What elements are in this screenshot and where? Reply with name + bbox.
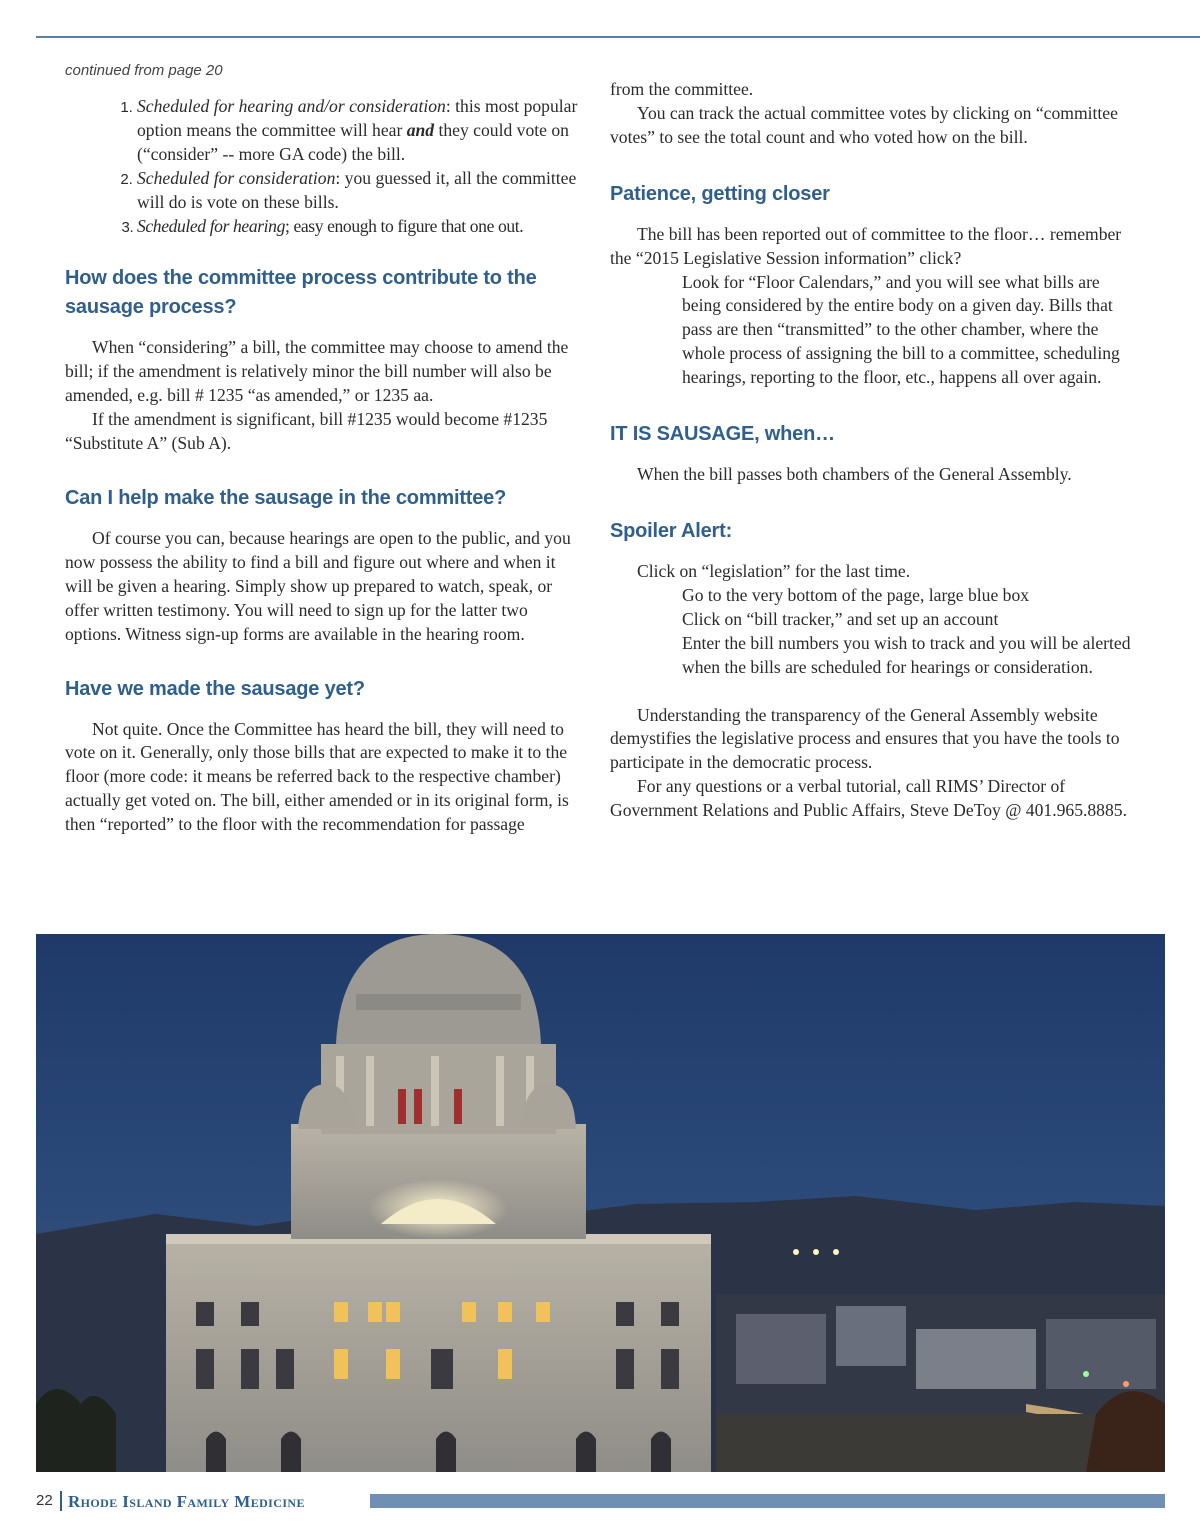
spacer bbox=[610, 680, 1135, 704]
publication-title: Rhode Island Family Medicine bbox=[68, 1492, 305, 1511]
heading-spoiler: Spoiler Alert: bbox=[610, 519, 733, 542]
heading-made-yet: Have we made the sausage yet? bbox=[65, 677, 365, 700]
heading-patience: Patience, getting closer bbox=[610, 182, 830, 205]
continued-note: continued from page 20 bbox=[65, 62, 223, 79]
footer-bar bbox=[370, 1494, 1165, 1508]
list-item: 2. Scheduled for consideration: you guessed it, all the committee will do is vote on these bills. bbox=[137, 167, 585, 215]
paragraph: Not quite. Once the Committee has heard the bill, they will need to vote on it. Generally, only those bills that are expected to make it to the floor (more code: it means be referred back to the respective chamber) actually get voted on. The bill, either amended or in its original form, is then “reported” to the floor with the recommendation for passage bbox=[65, 718, 569, 835]
paragraph: When the bill passes both chambers of the General Assembly. bbox=[637, 464, 1072, 485]
paragraph: from the committee. bbox=[610, 79, 754, 99]
footer-divider bbox=[60, 1491, 62, 1511]
page-number: 22 bbox=[36, 1492, 53, 1509]
list-item: 1. Scheduled for hearing and/or consideration: this most popular option means the committee will hear and they could vote on (“consider” -- more GA code) the bill. bbox=[137, 95, 585, 167]
state-house-illustration bbox=[36, 934, 1165, 1472]
heading-committee-process: How does the committee process contribute to the sausage process? bbox=[65, 267, 537, 319]
list-item: Click on “bill tracker,” and set up an account bbox=[682, 608, 999, 629]
paragraph: When “considering” a bill, the committee may choose to amend the bill; if the amendment is relatively minor the bill number will also be amended, e.g. bill # 1235 “as amended,” or 1235 aa. bbox=[65, 337, 569, 406]
hearing-options-list bbox=[65, 95, 585, 238]
paragraph: You can track the actual committee votes by clicking on “committee votes” to see the total count and who voted how on the bill. bbox=[610, 102, 1118, 147]
list-item: Go to the very bottom of the page, large blue box bbox=[682, 584, 1030, 605]
spoiler-steps bbox=[610, 584, 1135, 680]
list-item: Enter the bill numbers you wish to track and you will be alerted when the bills are scheduled for hearings or consideration. bbox=[682, 632, 1131, 677]
paragraph: For any questions or a verbal tutorial, call RIMS’ Director of Government Relations and Public Affairs, Steve DeToy @ 401.965.8885. bbox=[610, 776, 1127, 821]
page-footer bbox=[36, 1490, 1165, 1514]
paragraph: Click on “legislation” for the last time. bbox=[637, 560, 911, 581]
right-column bbox=[610, 78, 1135, 823]
paragraph: If the amendment is significant, bill #1235 would become #1235 “Substitute A” (Sub A). bbox=[65, 409, 548, 454]
paragraph: The bill has been reported out of committee to the floor… remember the “2015 Legislative Session information” click? bbox=[610, 223, 1122, 268]
state-house-photo bbox=[36, 934, 1165, 1472]
top-rule bbox=[36, 36, 1200, 38]
paragraph: Understanding the transparency of the General Assembly website demystifies the legislative process and ensures that you have the tools to participate in the democratic process. bbox=[610, 704, 1120, 773]
paragraph: Look for “Floor Calendars,” and you will see what bills are being considered by the entire body on a given day. Bills that pass are then “transmitted” to the other chamber, where the whole process of assigning the bill to a committee, scheduling hearings, reporting to the floor, etc., happens all over again. bbox=[682, 271, 1120, 388]
heading-help-make: Can I help make the sausage in the committee? bbox=[65, 486, 507, 509]
heading-is-sausage: IT IS SAUSAGE, when… bbox=[610, 423, 835, 446]
paragraph: Of course you can, because hearings are open to the public, and you now possess the ability to find a bill and figure out where and when it will be given a hearing. Simply show up prepared to watch, speak, or offer written testimony. You will need to sign up for the latter two options. Witness sign-up forms are available in the hearing room. bbox=[65, 527, 571, 644]
left-column bbox=[65, 62, 585, 837]
list-item: 3. Scheduled for hearing; easy enough to figure that one out. bbox=[137, 215, 585, 239]
hanging-block bbox=[610, 271, 1135, 391]
